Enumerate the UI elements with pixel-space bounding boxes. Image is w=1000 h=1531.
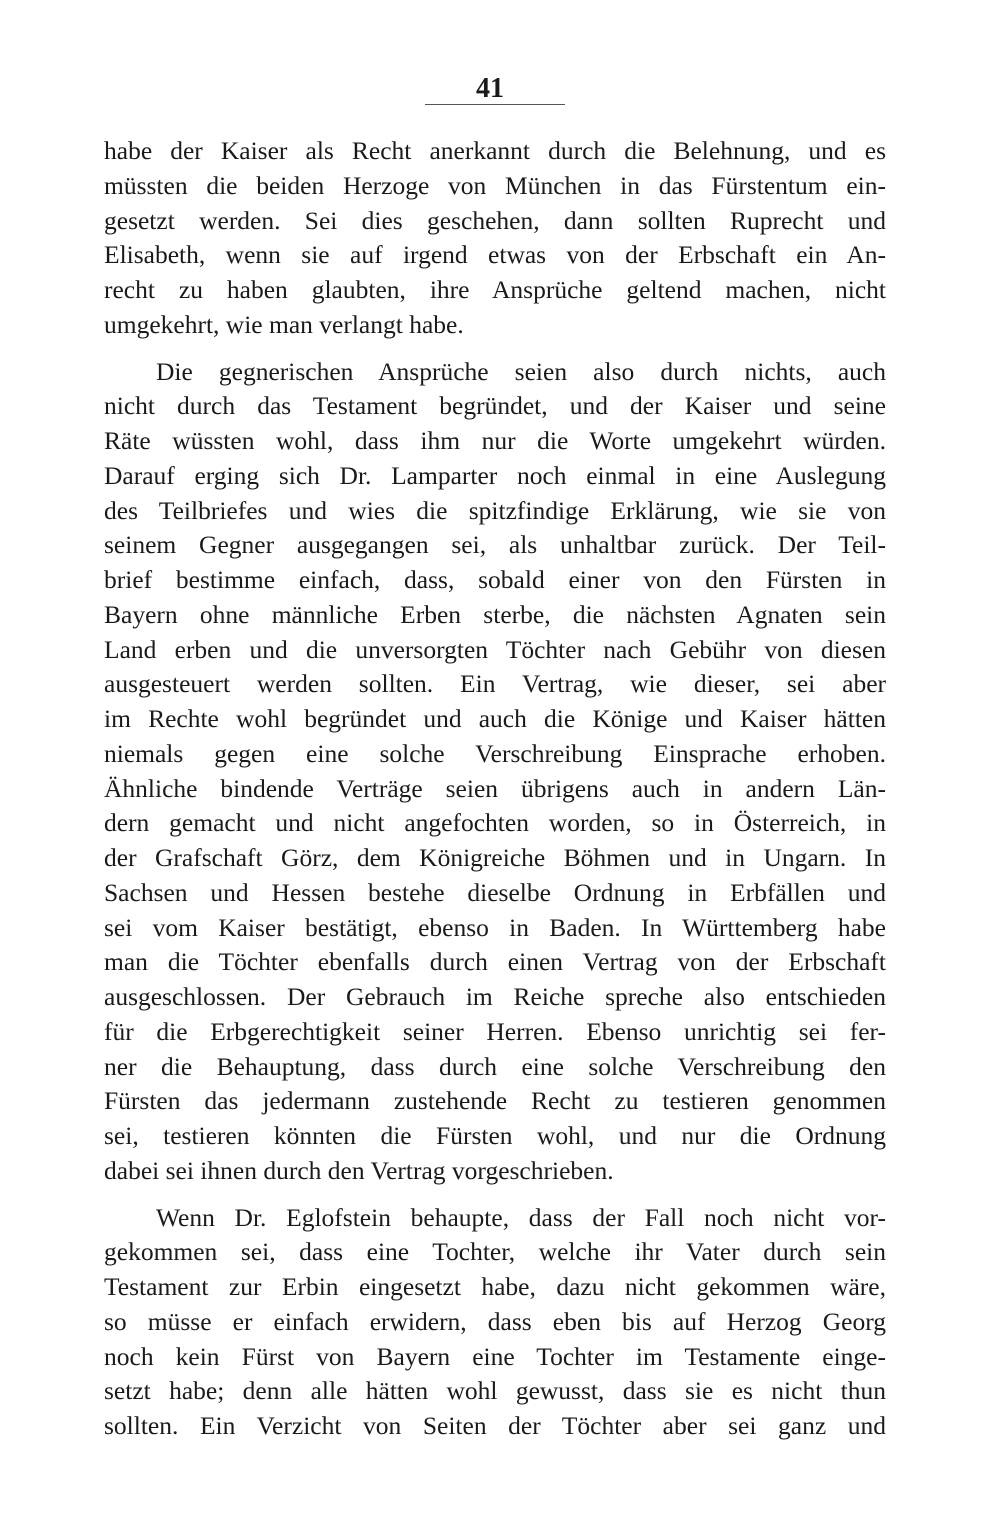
text-line: Die gegnerischen Ansprüche seien also durch nichts, auch	[156, 356, 886, 386]
text-line: niemals gegen eine solche Verschreibung Einsprache erhoben.	[104, 738, 886, 768]
page-number: 41	[476, 73, 504, 104]
text-line: Ähnliche bindende Verträge seien übrigens auch in andern Län-	[104, 773, 886, 803]
text-line: sei vom Kaiser bestätigt, ebenso in Baden. In Württemberg habe	[104, 912, 886, 942]
text-line: ausgesteuert werden sollten. Ein Vertrag, wie dieser, sei aber	[104, 669, 886, 699]
paragraph-gap	[104, 1189, 886, 1201]
text-line: Wenn Dr. Eglofstein behaupte, dass der Fall noch nicht vor-	[156, 1202, 886, 1232]
text-line: müssten die beiden Herzoge von München in das Fürstentum ein-	[104, 170, 886, 200]
text-line: ausgeschlossen. Der Gebrauch im Reiche spreche also entschieden	[104, 982, 886, 1011]
text-line: ner die Behauptung, dass durch eine solche Verschreibung den	[104, 1051, 886, 1081]
text-line: Darauf erging sich Dr. Lamparter noch einmal in eine Auslegung	[104, 460, 886, 490]
text-line: setzt habe; denn alle hätten wohl gewusst, dass sie es nicht thun	[104, 1376, 886, 1406]
text-line: habe der Kaiser als Recht anerkannt durch die Belehnung, und es	[104, 136, 886, 165]
text-line: nicht durch das Testament begründet, und der Kaiser und seine	[104, 391, 886, 421]
paragraph	[104, 1201, 886, 1444]
header-rule	[425, 104, 565, 105]
text-line: gekommen sei, dass eine Tochter, welche ihr Vater durch sein	[104, 1237, 886, 1267]
text-line: sollten. Ein Verzicht von Seiten der Töchter aber sei ganz und	[104, 1411, 886, 1440]
text-line: noch kein Fürst von Bayern eine Tochter im Testamente einge-	[104, 1341, 886, 1371]
text-line: Land erben und die unversorgten Töchter nach Gebühr von diesen	[104, 634, 886, 664]
text-line: so müsse er einfach erwidern, dass eben bis auf Herzog Georg	[104, 1306, 886, 1336]
text-line: im Rechte wohl begründet und auch die Könige und Kaiser hätten	[104, 704, 886, 733]
paragraph	[104, 355, 886, 1189]
text-line: dabei sei ihnen durch den Vertrag vorgeschrieben.	[104, 1155, 614, 1185]
paragraph	[104, 134, 886, 343]
text-line: der Grafschaft Görz, dem Königreiche Böhmen und in Ungarn. In	[104, 843, 886, 872]
text-line: dern gemacht und nicht angefochten worden, so in Österreich, in	[104, 808, 886, 838]
text-line: für die Erbgerechtigkeit seiner Herren. Ebenso unrichtig sei fer-	[104, 1016, 886, 1046]
text-line: gesetzt werden. Sei dies geschehen, dann sollten Ruprecht und	[104, 205, 886, 235]
text-line: umgekehrt, wie man verlangt habe.	[104, 309, 464, 339]
text-line: brief bestimme einfach, dass, sobald einer von den Fürsten in	[104, 565, 886, 594]
text-line: sei, testieren könnten die Fürsten wohl, und nur die Ordnung	[104, 1121, 886, 1150]
text-line: recht zu haben glaubten, ihre Ansprüche geltend machen, nicht	[104, 275, 886, 304]
body-text	[104, 134, 886, 1444]
text-line: man die Töchter ebenfalls durch einen Vertrag von der Erbschaft	[104, 947, 886, 977]
text-line: des Teilbriefes und wies die spitzfindige Erklärung, wie sie von	[104, 495, 886, 525]
text-line: Sachsen und Hessen bestehe dieselbe Ordnung in Erbfällen und	[104, 877, 886, 907]
paragraph-gap	[104, 343, 886, 355]
text-line: Bayern ohne männliche Erben sterbe, die nächsten Agnaten sein	[104, 599, 886, 629]
text-line: Elisabeth, wenn sie auf irgend etwas von der Erbschaft ein An-	[104, 240, 886, 270]
text-line: Fürsten das jedermann zustehende Recht zu testieren genommen	[104, 1086, 886, 1116]
text-line: seinem Gegner ausgegangen sei, als unhaltbar zurück. Der Teil-	[104, 530, 886, 560]
text-line: Räte wüssten wohl, dass ihm nur die Worte umgekehrt würden.	[104, 426, 886, 455]
text-line: Testament zur Erbin eingesetzt habe, dazu nicht gekommen wäre,	[104, 1272, 886, 1301]
